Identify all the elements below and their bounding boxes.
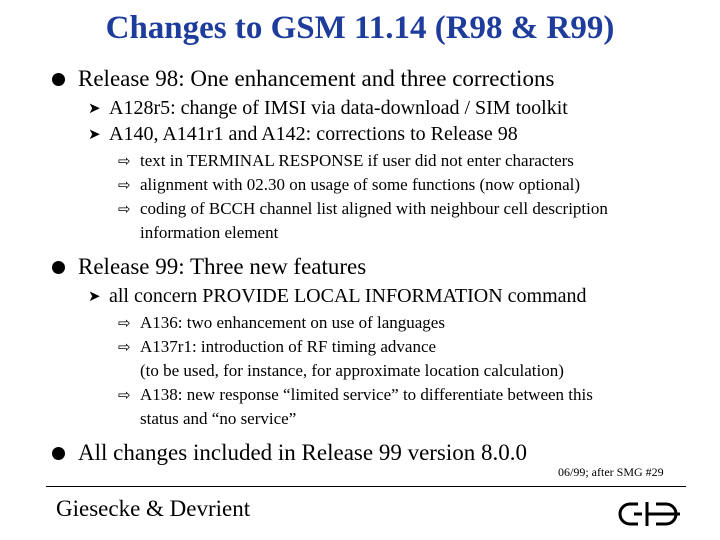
- detail-text: A136: two enhancement on use of languages: [140, 313, 445, 332]
- gd-logo-icon: [618, 500, 680, 528]
- detail-text: [140, 335, 564, 383]
- outline-arrow-icon: ⇨: [118, 176, 131, 194]
- sub-bullet-text: A128r5: change of IMSI via data-download / SIM toolkit: [109, 97, 568, 119]
- detail-text: [140, 197, 608, 245]
- outline-arrow-icon: ⇨: [118, 338, 131, 356]
- arrowhead-icon: ➤: [88, 125, 101, 143]
- date-note: 06/99; after SMG #29: [558, 465, 664, 479]
- detail-line: coding of BCCH channel list aligned with neighbour cell description: [140, 199, 608, 218]
- detail-text: [140, 383, 593, 431]
- detail-text: text in TERMINAL RESPONSE if user did not enter characters: [140, 151, 574, 170]
- outline-arrow-icon: ⇨: [118, 386, 131, 404]
- footer-company: Giesecke & Devrient: [56, 496, 251, 521]
- detail-line: A137r1: introduction of RF timing advance: [140, 337, 437, 356]
- bullet-text: Release 98: One enhancement and three corrections: [78, 66, 555, 91]
- detail-line: status and “no service”: [140, 409, 297, 428]
- bullet-dot-icon: [52, 447, 65, 460]
- detail-text: alignment with 02.30 on usage of some functions (now optional): [140, 175, 581, 194]
- sub-bullet-text: all concern PROVIDE LOCAL INFORMATION command: [109, 285, 587, 307]
- arrowhead-icon: ➤: [88, 287, 101, 305]
- arrowhead-icon: ➤: [88, 99, 101, 117]
- sub-bullet-text: A140, A141r1 and A142: corrections to Release 98: [109, 123, 518, 145]
- bullet-dot-icon: [52, 261, 65, 274]
- detail-line: (to be used, for instance, for approximate location calculation): [140, 361, 564, 380]
- bullet-text: All changes included in Release 99 version 8.0.0: [78, 440, 528, 465]
- bullet-text: Release 99: Three new features: [78, 254, 367, 279]
- detail-line: information element: [140, 223, 279, 242]
- outline-arrow-icon: ⇨: [118, 152, 131, 170]
- bullet-dot-icon: [52, 73, 65, 86]
- slide-title: Changes to GSM 11.14 (R98 & R99): [105, 10, 615, 46]
- footer-divider: [46, 486, 686, 487]
- outline-arrow-icon: ⇨: [118, 314, 131, 332]
- outline-arrow-icon: ⇨: [118, 200, 131, 218]
- detail-line: A138: new response “limited service” to differentiate between this: [140, 385, 593, 404]
